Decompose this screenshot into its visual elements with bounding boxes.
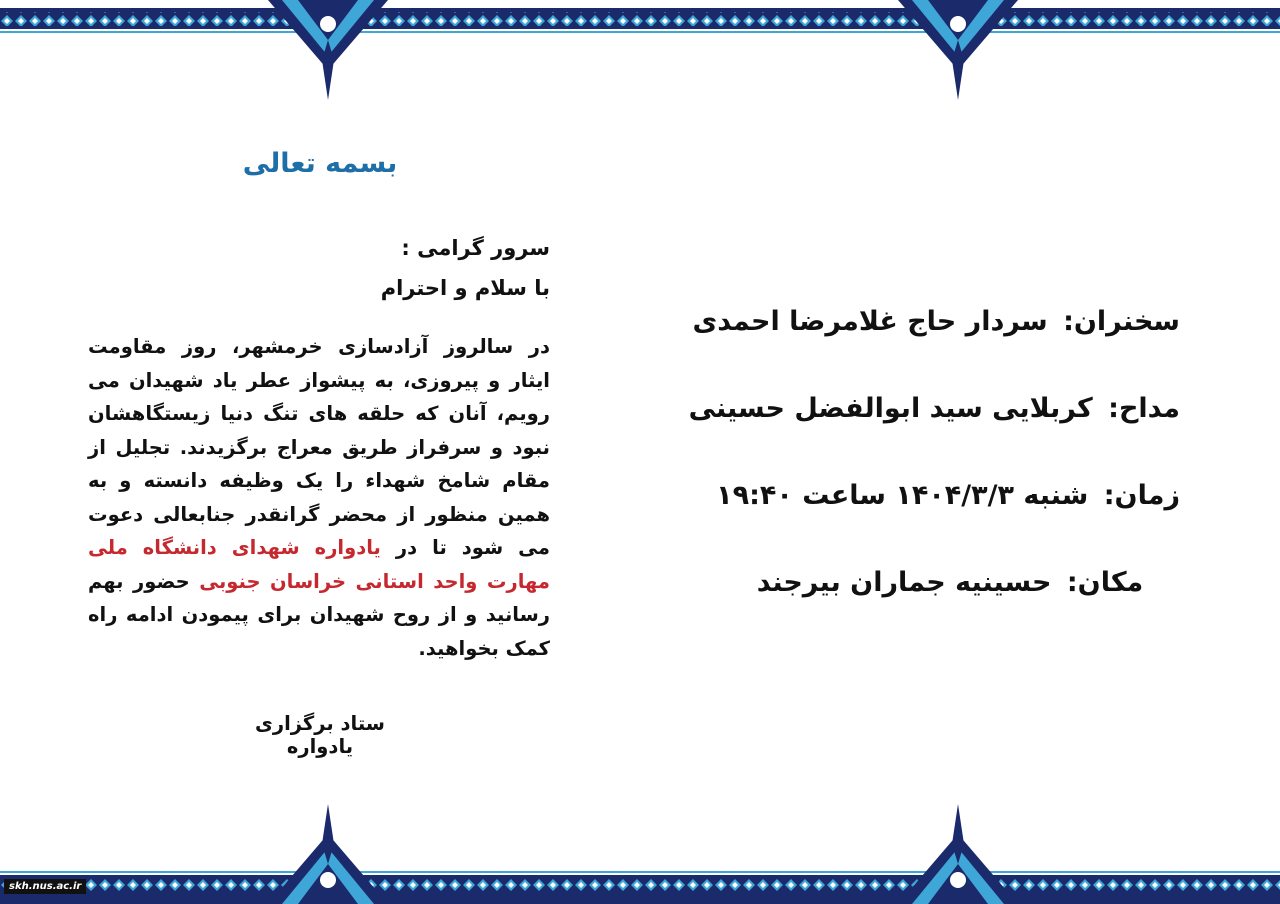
salutation-line-2: با سلام و احترام <box>380 276 550 300</box>
ornament-medallion-icon <box>268 804 388 904</box>
ornament-medallion-icon <box>898 804 1018 904</box>
time-label: زمان: <box>1103 480 1180 511</box>
place-value: حسینیه جماران بیرجند <box>756 567 1052 598</box>
eulogist-line <box>688 379 1180 466</box>
salutation <box>300 228 550 308</box>
top-ornamental-border <box>0 0 1280 40</box>
speaker-line <box>692 292 1180 379</box>
border-pattern-icon <box>0 864 1280 904</box>
bottom-ornamental-border <box>0 864 1280 904</box>
border-pattern-icon <box>0 0 1280 40</box>
place-line <box>720 553 1180 640</box>
time-line <box>716 466 1180 553</box>
eulogist-label: مداح: <box>1108 393 1180 424</box>
ornament-medallion-icon <box>898 0 1018 100</box>
salutation-line-1: سرور گرامی : <box>401 236 550 260</box>
site-url-badge: skh.nus.ac.ir <box>4 879 86 894</box>
eulogist-value: کربلایی سید ابوالفضل حسینی <box>688 393 1093 424</box>
letter-body-text-end: حضور بهم رسانید و از روح شهیدان برای پیمودن ادامه راه کمک بخواهید. <box>88 569 550 660</box>
ornament-medallion-icon <box>268 0 388 100</box>
signature: ستاد برگزاری یادواره <box>255 712 385 758</box>
event-name-highlight: یادواره شهدای دانشگاه ملی مهارت واحد استانی خراسان جنوبی <box>88 536 550 593</box>
speaker-value: سردار حاج غلامرضا احمدی <box>692 306 1048 337</box>
letter-body-text: در سالروز آزادسازی خرمشهر، روز مقاومت ایثار و پیروزی، به پیشواز عطر یاد شهیدان می رویم، آنان که حلقه های تنگ دنیا زیستگاهشان نبود و سرفراز طریق معراج برگزیدند. تجلیل از مقام شامخ شهداء را یک وظیفه دانسته و به همین منظور از محضر گرانقدر جنابعالی دعوت می شود تا در <box>88 335 550 559</box>
time-value: شنبه ۱۴۰۴/۳/۳ ساعت ۱۹:۴۰ <box>716 480 1089 511</box>
page-title: بسمه تعالی <box>242 148 398 179</box>
event-details <box>688 292 1180 640</box>
speaker-label: سخنران: <box>1063 306 1180 337</box>
place-label: مکان: <box>1066 567 1144 598</box>
letter-body <box>88 330 550 665</box>
